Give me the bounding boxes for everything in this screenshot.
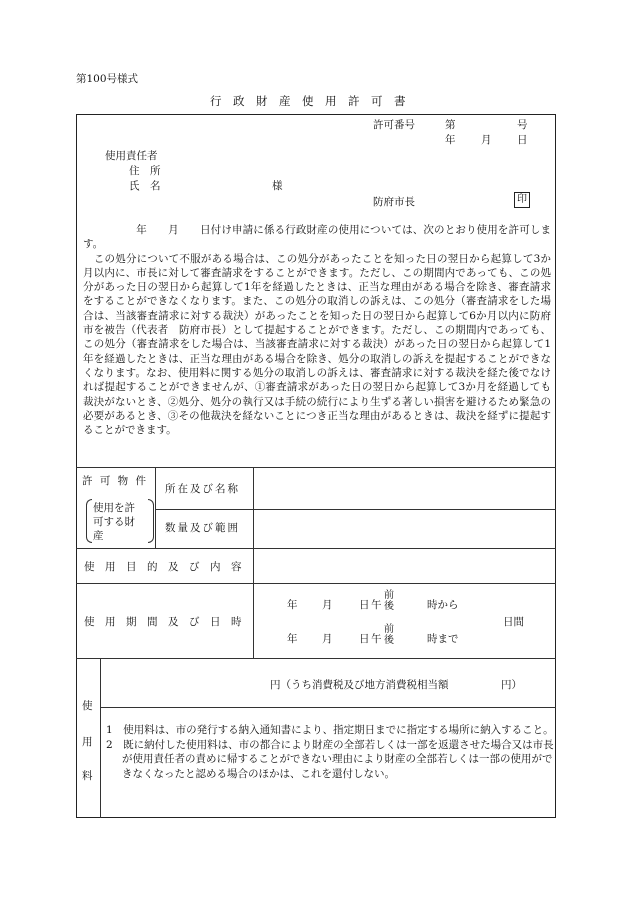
property-sub-line-1: 使用を許 [93,502,135,514]
form-number: 第100号様式 [76,73,139,85]
intro-paragraph: 年 月 日付け申請に係る行政財産の使用については、次のとおり使用を許可します。 [83,224,551,251]
permit-month: 月 [481,134,492,146]
period-start-month: 月 [322,599,333,611]
permit-number-prefix: 第 [445,119,456,131]
responsible-heading: 使用責任者 [105,150,158,162]
purpose-label: 使 用 目 的 及 び 内 容 [84,561,242,573]
fee-notes [106,723,554,781]
fee-label-char-2: 用 [82,736,93,748]
name-label: 氏 名 [129,180,161,192]
period-end-to: 時まで [427,633,459,645]
property-label: 許 可 物 件 [82,475,149,487]
period-end-day: 日 [359,633,370,645]
property-sub-line-2: 可する財 [93,516,135,528]
period-start-day: 日 [359,599,370,611]
body-text [83,223,551,437]
seal-stamp: 印 [514,192,530,208]
table-top-rule [76,467,556,468]
document-title: 行 政 財 産 使 用 許 可 書 [210,94,406,108]
quantity-label: 数量及び範囲 [165,522,240,534]
fee-label-char-3: 料 [82,770,93,782]
permit-day: 日 [517,134,528,146]
period-end-meridiem-prefix: 午 [371,633,382,645]
fee-amount: 円（うち消費税及び地方消費税相当額 円） [270,679,522,691]
period-start-year: 年 [287,599,298,611]
period-start-meridiem-prefix: 午 [371,599,382,611]
purpose-period-col-rule [253,548,254,658]
property-row-rule [76,548,556,549]
fee-note-1: 1 使用料は、市の発行する納入通知書により、指定期日までに指定する場所に納入すること。 [106,724,554,736]
permit-number-suffix: 号 [517,119,528,131]
honorific: 様 [272,180,283,192]
permit-number-label: 許可番号 [373,119,415,131]
fee-amount-rule [100,707,556,708]
property-sub-line-3: 産 [93,530,104,542]
form-frame [76,114,556,818]
permit-year: 年 [445,134,456,146]
fee-label-char-1: 使 [82,700,93,712]
period-days: 日間 [503,616,524,628]
fee-col-rule [100,658,101,818]
property-col-rule [155,467,156,548]
fee-note-2: 2 既に納付した使用料は、市の都合により財産の全部若しくは一部を返還させた場合又は市長が使用責任者の責めに帰することができない理由により財産の全部若しくは一部の使用ができなくなったと認める場合のほかは、これを還付しない。 [106,738,554,780]
purpose-row-rule [76,583,556,584]
period-row-rule [76,658,556,659]
label-col-rule [253,467,254,548]
period-label: 使 用 期 間 及 び 日 時 [84,616,242,628]
issuer-name: 防府市長 [373,196,415,208]
appeal-paragraph: この処分について不服がある場合は、この処分があったことを知った日の翌日から起算して3か月以内に、市長に対して審査請求をすることができます。ただし、この期間内であっても、この処分があった日の翌日から起算して1年を経過したときは、正当な理由がある場合を除き、審査請求をすることができなくなります。また、この処分の取消しの訴えは、この処分（審査請求をした場合は、当該審査請求に対する裁決）があったことを知った日の翌日から起算して6か月以内に防府市を被告（代表者 防府市長）として提起することができます。ただし、この期間内であっても、この処分（審査請求をした場合は、当該審査請求に対する裁決）があった日の翌日から起算して1年を経過したときは、正当な理由がある場合を除き、処分の取消しの訴えを提起することができなくなります。なお、使用料に関する処分の取消しの訴えは、審査請求に対する裁決を経た後でなければ提起することができませんが、①審査請求があった日の翌日から起算して3か月を経過しても裁決がないとき、②処分、処分の執行又は手続の続行により生ずる著しい損害を避けるため緊急の必要があるとき、③その他裁決を経ないことにつき正当な理由があるときは、裁決を経ずに提起することができます。 [83,252,551,437]
period-start-am: 前 [384,590,394,601]
period-end-year: 年 [287,633,298,645]
period-end-month: 月 [322,633,333,645]
period-start-pm: 後 [384,601,394,612]
location-row-rule [155,509,556,510]
period-end-pm: 後 [384,635,394,646]
period-end-am: 前 [384,624,394,635]
location-label: 所在及び名称 [165,483,240,495]
address-label: 住 所 [129,165,161,177]
period-start-from: 時から [427,599,459,611]
